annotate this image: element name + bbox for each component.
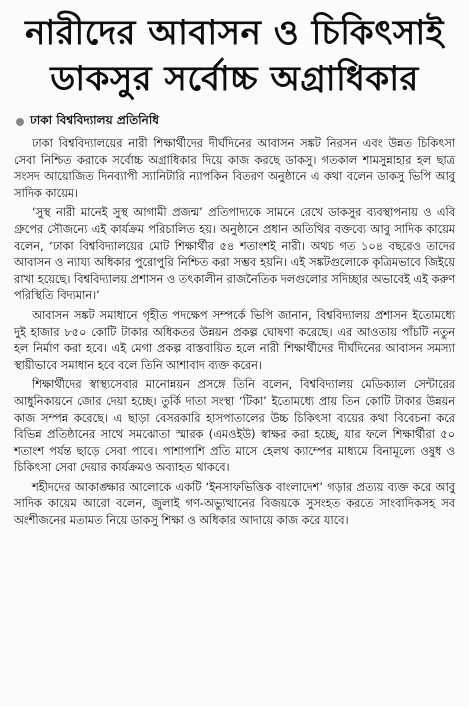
byline (16, 112, 455, 132)
bullet-icon (16, 118, 24, 126)
headline-line-2: ডাকসুর সর্বোচ্চ অগ্রাধিকার (50, 59, 419, 99)
paragraph-2: ‘সুস্থ নারী মানেই সুস্থ আগামী প্রজন্ম’ প্রতিপাদ্যকে সামনে রেখে ডাকসুর ব্যবস্থাপনায় ও এবি গ্রুপের সৌজন্যে এই কার্যক্রম পরিচালিত হয়। অনুষ্ঠানে প্রধান অতিথির বক্তব্যে আবু সাদিক কায়েম বলেন, ‘ঢাকা বিশ্ববিদ্যালয়ের মোট শিক্ষার্থীর ৫৪ শতাংশই নারী। অথচ গত ১০৪ বছরেও তাদের আবাসন ও ন্যায্য অধিকার পুরোপুরি নিশ্চিত করা সম্ভব হয়নি। এই সঙ্কটগুলোকে কৃত্রিমভাবে জিইয়ে রাখা হয়েছে। বিশ্ববিদ্যালয় প্রশাসন ও তৎকালীন রাজনৈতিক দলগুলোর সদিচ্ছার অভাবেই এই করুণ পরিস্থিতি বিদ্যমান।’ (14, 206, 455, 303)
byline-text: ঢাকা বিশ্ববিদ্যালয় প্রতিনিধি (30, 113, 159, 127)
paragraph-4: শিক্ষার্থীদের স্বাস্থ্যসেবার মানোন্নয়ন প্রসঙ্গে তিনি বলেন, বিশ্ববিদ্যালয় মেডিক্যাল সেন্টারের আধুনিকায়নে জোর দেয়া হচ্ছে। তুর্কি দাতা সংস্থা ‘টিকা’ ইতোমধ্যে প্রায় তিন কোটি টাকার উন্নয়ন কাজ সম্পন্ন করেছে। এ ছাড়া বেসরকারি হাসপাতালের উচ্চ চিকিৎসা ব্যয়ের কথা বিবেচনা করে বিভিন্ন প্রতিষ্ঠানের সাথে সমঝোতা স্মারক (এমওইউ) স্বাক্ষর করা হচ্ছে, যার ফলে শিক্ষার্থীরা ৫০ শতাংশ পর্যন্ত ছাড়ে সেবা পাবে। পাশাপাশি প্রতি মাসে হেলথ ক্যাম্পের মাধ্যমে বিনামূল্যে ওষুধ ও চিকিৎসা সেবা দেয়ার কার্যক্রমও অব্যাহত থাকবে। (14, 378, 455, 475)
headline-line-1: নারীদের আবাসন ও চিকিৎসাই (25, 13, 444, 53)
paragraph-3: আবাসন সঙ্কট সমাধানে গৃহীত পদক্ষেপ সম্পর্কে ভিপি জানান, বিশ্ববিদ্যালয় প্রশাসন ইতোমধ্যে দুই হাজার ৮৫০ কোটি টাকার অধিকতর উন্নয়ন প্রকল্প ঘোষণা করেছে। এর আওতায় পাঁচটি নতুন হল নির্মাণ করা হবে। এই মেগা প্রকল্প বাস্তবায়িত হলে নারী শিক্ষার্থীদের দীর্ঘদিনের আবাসন সমস্যা স্থায়ীভাবে সমাধান হবে বলে তিনি আশাবাদ ব্যক্ত করেন। (14, 308, 455, 372)
paragraph-5: শহীদদের আকাঙ্ক্ষার আলোকে একটি ‘ইনসাফভিত্তিক বাংলাদেশ’ গড়ার প্রত্যয় ব্যক্ত করে আবু সাদিক কায়েম আরো বলেন, জুলাই গণ-অভ্যুত্থানের বিজয়কে সুসংহত করতে সাংবাদিকসহ সব অংশীজনের মতামত নিয়ে ডাকসু শিক্ষা ও অধিকার আদায়ে কাজ করে যাবে। (14, 480, 455, 528)
paragraph-1: ঢাকা বিশ্ববিদ্যালয়ের নারী শিক্ষার্থীদের দীর্ঘদিনের আবাসন সঙ্কট নিরসন এবং উন্নত চিকিৎসা সেবা নিশ্চিত করাকে সর্বোচ্চ অগ্রাধিকার দিয়ে কাজ করছে ডাকসু। গতকাল শামসুন্নাহার হল ছাত্র সংসদ আয়োজিত দিনব্যাপী স্যানিটারি ন্যাপকিন বিতরণ অনুষ্ঠানে এ কথা বলেন ডাকসু ভিপি আবু সাদিক কায়েম। (14, 137, 455, 200)
article-body (14, 136, 455, 530)
